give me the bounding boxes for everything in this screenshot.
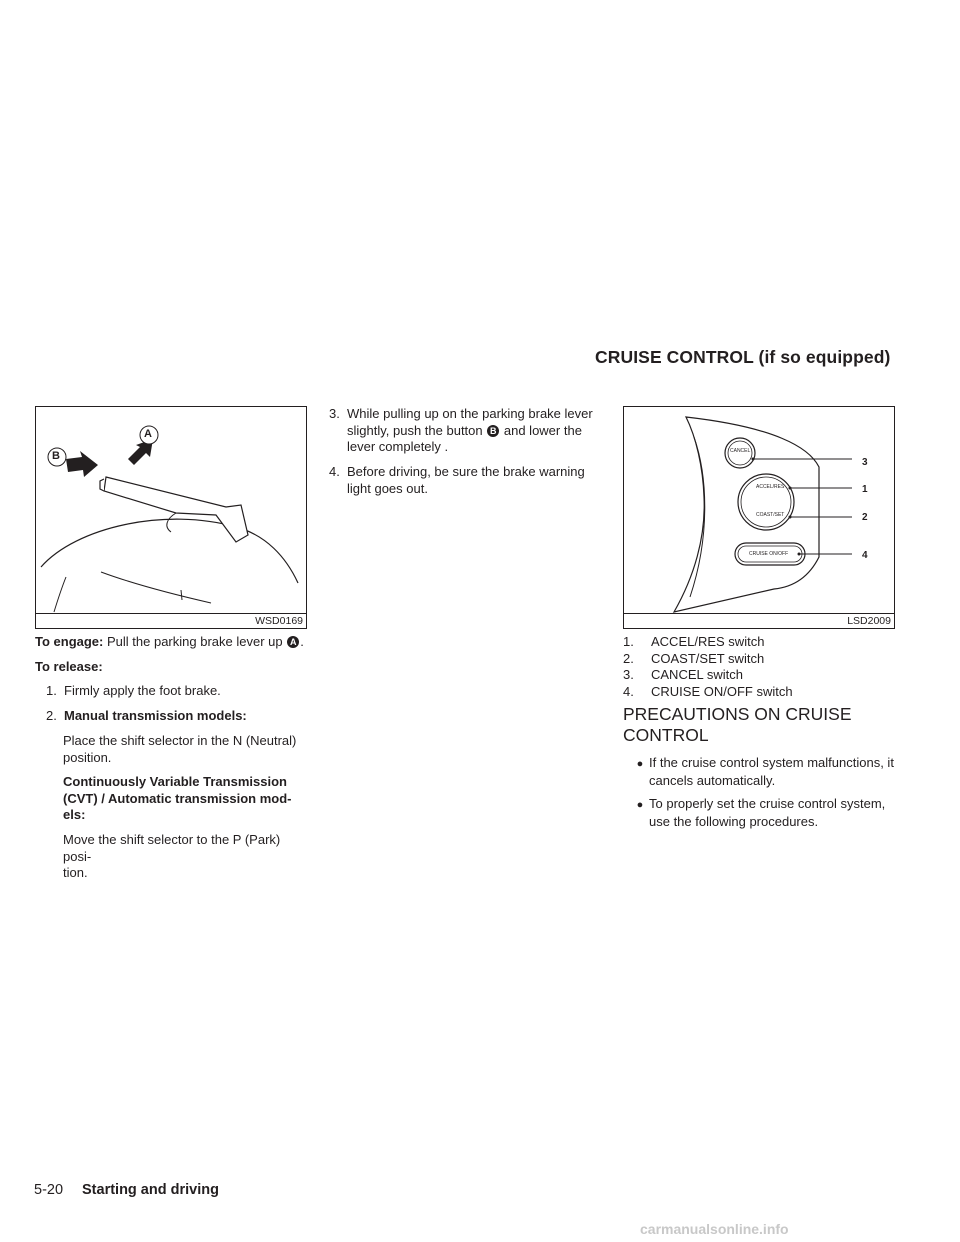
text-line: cancels automatically. [649, 772, 776, 788]
list-number: 2. [623, 650, 634, 666]
list-number: 4. [623, 683, 634, 699]
figure-code: WSD0169 [255, 615, 303, 627]
text-line: Continuously Variable Transmission [63, 774, 287, 789]
callout-3: 3 [862, 457, 868, 468]
step-number: 4. [329, 464, 340, 479]
text-line: light goes out. [347, 480, 428, 496]
coast-button-label: COAST/SET [756, 512, 785, 518]
list-text: ACCEL/RES switch [651, 634, 765, 649]
onoff-button-label: CRUISE ON/OFF [749, 551, 789, 557]
text-line: use the following procedures. [649, 813, 819, 829]
heading-line: PRECAUTIONS ON CRUISE [623, 704, 852, 724]
heading-line: CONTROL [623, 725, 709, 745]
engage-text: Pull the parking brake lever up [107, 634, 283, 649]
chapter-title: Starting and driving [82, 1182, 219, 1198]
list-item [623, 651, 895, 668]
bullet-icon: ● [636, 799, 644, 811]
release-label: To release: [35, 659, 103, 674]
step-3 [329, 406, 601, 456]
section-title: CRUISE CONTROL (if so equipped) [595, 347, 891, 367]
text-line: Before driving, be sure the brake warning [347, 464, 585, 479]
text-line: lever completely . [347, 439, 449, 454]
step-number: 2. [46, 708, 57, 723]
engage-paragraph [35, 634, 307, 651]
accel-button-label: ACCEL/RES [756, 484, 785, 490]
list-number: 3. [623, 667, 634, 682]
step-number: 1. [46, 683, 57, 698]
text-line: els: [63, 807, 86, 822]
manual-instruction [63, 733, 308, 766]
text-line: and lower the [503, 422, 582, 438]
parking-brake-illustration [36, 407, 306, 628]
step-number: 3. [329, 406, 340, 421]
cancel-button-label: CANCEL [730, 448, 751, 454]
text-line: slightly, push the button [347, 422, 483, 438]
step-2 [46, 708, 308, 725]
engage-end: . [300, 634, 304, 649]
text-line: To properly set the cruise control system, [649, 796, 886, 811]
step-1 [46, 683, 308, 700]
step-heading: Manual transmission models: [64, 708, 247, 723]
precautions-heading [623, 704, 895, 746]
text-line: While pulling up on the parking brake lever [347, 406, 593, 421]
figure-code: LSD2009 [847, 615, 891, 627]
text-line: (CVT) / Automatic transmission mod- [63, 790, 292, 806]
switch-list [623, 634, 895, 700]
callout-2: 2 [862, 512, 868, 523]
cvt-instruction [63, 832, 308, 882]
marker-b: B [487, 425, 499, 437]
text-line: Move the shift selector to the P (Park) posi- [63, 832, 281, 864]
page-number: 5-20 [34, 1182, 64, 1198]
parking-brake-figure [35, 406, 307, 629]
list-item [623, 634, 895, 651]
callout-1: 1 [862, 484, 868, 495]
text-line: If the cruise control system malfunctions, it [649, 755, 894, 770]
text-line: Place the shift selector in the N (Neutral) [63, 733, 297, 748]
list-number: 1. [623, 634, 634, 649]
list-item [623, 684, 895, 701]
step-text: Firmly apply the foot brake. [64, 683, 221, 698]
cruise-switch-figure [623, 406, 895, 629]
callout-4: 4 [862, 550, 868, 561]
bullet-1 [631, 755, 895, 789]
bullet-2 [631, 796, 895, 830]
list-item [623, 667, 895, 684]
callout-b: B [52, 450, 60, 462]
engage-label: To engage: [35, 634, 104, 649]
list-text: CANCEL switch [651, 667, 743, 682]
text-line: position. [63, 749, 112, 765]
text-line: tion. [63, 865, 88, 880]
step-4 [329, 464, 601, 497]
marker-a: A [287, 636, 299, 648]
list-text: COAST/SET switch [651, 650, 765, 666]
list-text: CRUISE ON/OFF switch [651, 683, 793, 699]
bullet-icon: ● [636, 758, 644, 770]
cvt-heading [63, 774, 308, 824]
callout-a: A [144, 428, 152, 440]
watermark: carmanualsonline.info [640, 1221, 789, 1237]
